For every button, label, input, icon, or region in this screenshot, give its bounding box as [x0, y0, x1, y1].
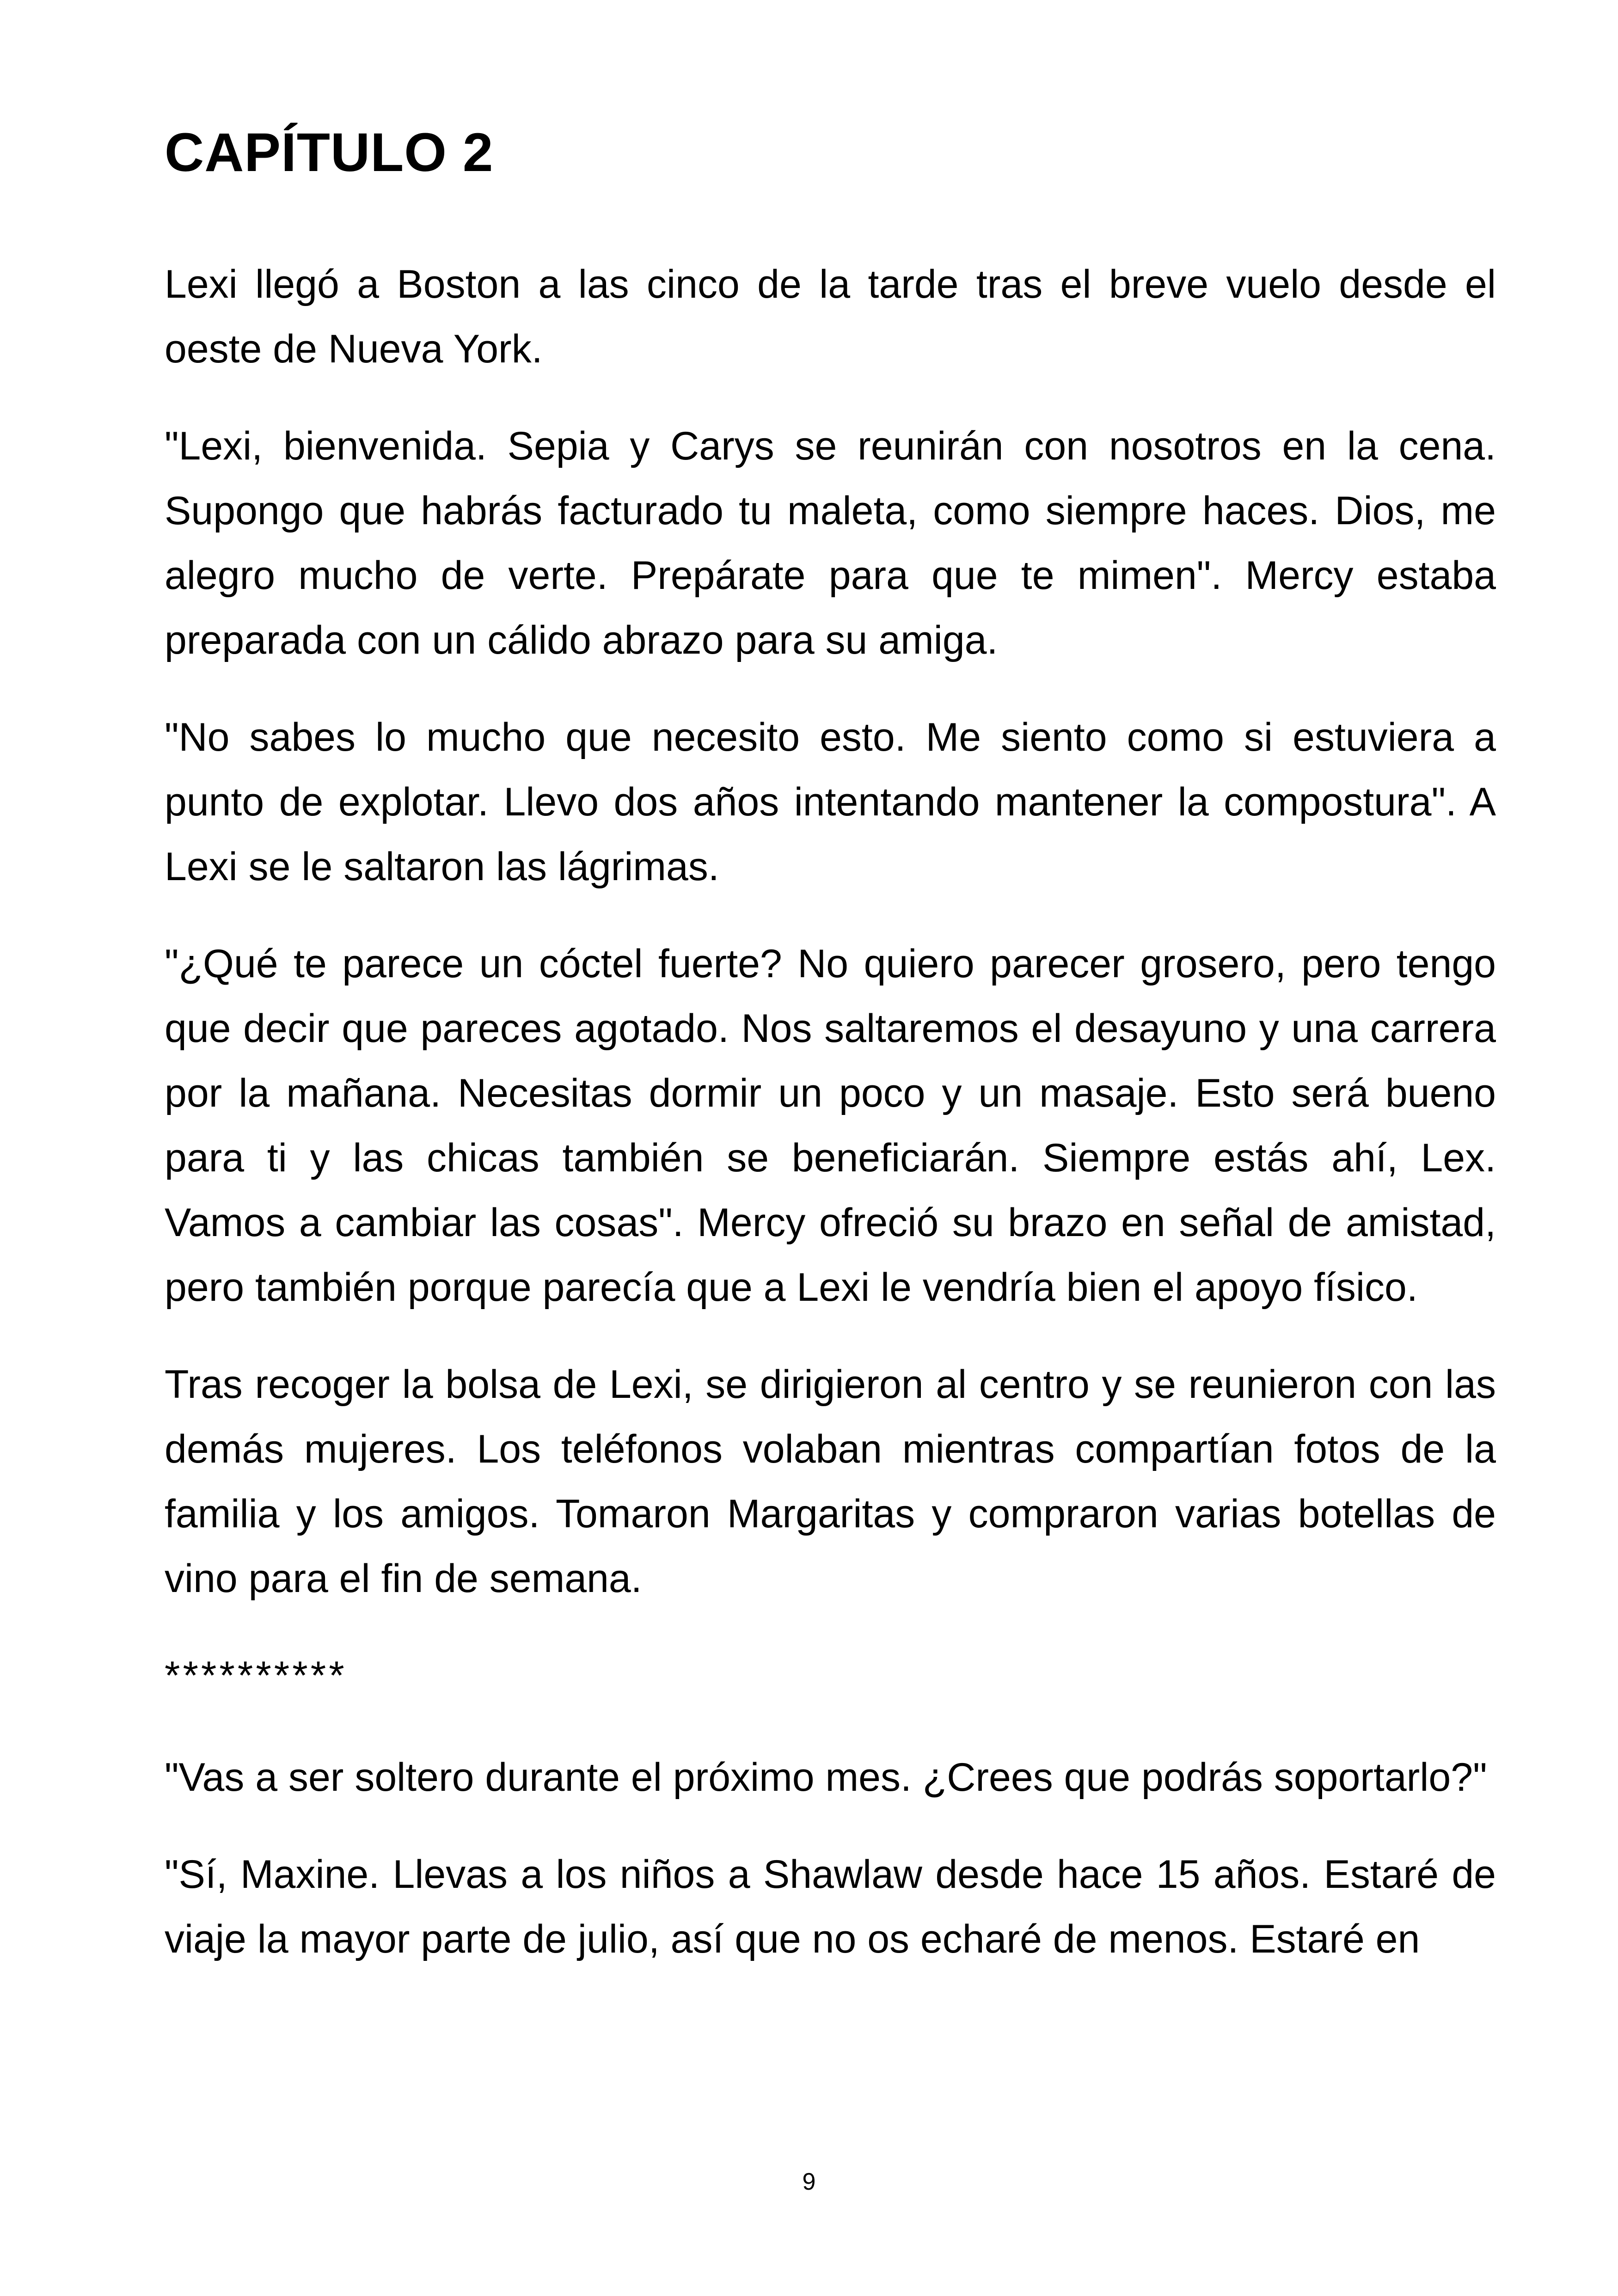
paragraph: "Lexi, bienvenida. Sepia y Carys se reunirán con nosotros en la cena. Supongo que habrás facturado tu maleta, como siempre haces. Dios, me alegro mucho de verte. Prepárate para que te mimen". Mercy estaba preparada con un cálido abrazo para su amiga. — [165, 424, 1496, 662]
paragraph: "Vas a ser soltero durante el próximo mes. ¿Crees que podrás soportarlo?" — [165, 1755, 1487, 1800]
paragraph: Tras recoger la bolsa de Lexi, se dirigieron al centro y se reunieron con las demás mujeres. Los teléfonos volaban mientras compartían fotos de la familia y los amigos. Tomaron Margaritas y compraron varias botellas de vino para el fin de semana. — [165, 1362, 1496, 1601]
paragraph: Lexi llegó a Boston a las cinco de la tarde tras el breve vuelo desde el oeste de Nueva York. — [165, 262, 1496, 371]
paragraph: "No sabes lo mucho que necesito esto. Me siento como si estuviera a punto de explotar. Llevo dos años intentando mantener la compostura". A Lexi se le saltaron las lágrimas. — [165, 715, 1496, 889]
chapter-title: CAPÍTULO 2 — [165, 122, 494, 183]
scene-break: ********** — [165, 1653, 347, 1698]
paragraph: "¿Qué te parece un cóctel fuerte? No quiero parecer grosero, pero tengo que decir que pareces agotado. Nos saltaremos el desayuno y una carrera por la mañana. Necesitas dormir un poco y un masaje. Esto será bueno para ti y las chicas también se beneficiarán. Siempre estás ahí, Lex. Vamos a cambiar las cosas". Mercy ofreció su brazo en señal de amistad, pero también porque parecía que a Lexi le vendría bien el apoyo físico. — [165, 942, 1496, 1310]
paragraph: "Sí, Maxine. Llevas a los niños a Shawlaw desde hace 15 años. Estaré de viaje la mayor parte de julio, así que no os echaré de menos. Estaré en — [165, 1852, 1496, 1961]
page-content — [165, 118, 1496, 2004]
page-number: 9 — [802, 2168, 816, 2195]
